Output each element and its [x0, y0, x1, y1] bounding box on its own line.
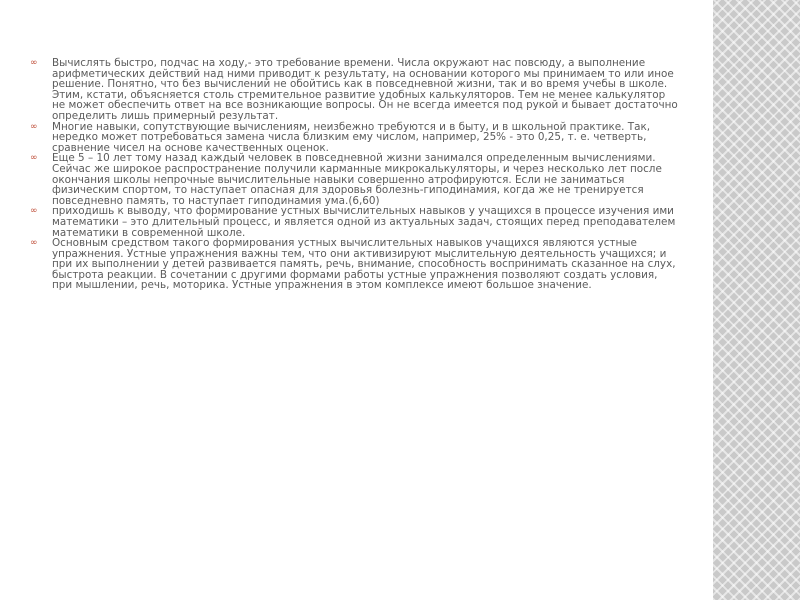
paragraph-text: Вычислять быстро, подчас на ходу,- это требование времени. Числа окружают нас повсюду, а выполнение арифметических действий над ними приводит к результату, на основании которого мы принимаем то или иное решение. Понятно, что без вычислений не обойтись как в повседневной жизни, так и во время учебы в школе. Этим, кстати, объясняется столь стремительное развитие удобных калькуляторов. Тем не менее калькулятор не может обеспечить ответ на все возникающие вопросы. Он не всегда имеется под рукой и бывает достаточно определить лишь примерный результат. [52, 57, 678, 122]
bullet-icon: ∞ [30, 238, 38, 249]
list-item [30, 153, 680, 206]
decorative-side-strip [713, 0, 800, 600]
list-item [30, 206, 680, 238]
list-item [30, 238, 680, 291]
bullet-list [30, 58, 680, 291]
bullet-icon: ∞ [30, 206, 38, 217]
paragraph-text: Основным средством такого формирования устных вычислительных навыков учащихся являются устные упражнения. Устные упражнения важны тем, что они активизируют мыслительную деятельность учащихся; и при их выполнении у детей развивается память, речь, внимание, способность воспринимать сказанное на слух, быстрота реакции. В сочетании с другими формами работы устные упражнения позволяют создать условия, при мышлении, речь, моторика. Устные упражнения в этом комплексе имеют большое значение. [52, 237, 676, 292]
list-item [30, 122, 680, 154]
paragraph-text: Многие навыки, сопутствующие вычислениям, неизбежно требуются и в быту, и в школьной практике. Так, нередко может потребоваться замена числа близким ему числом, например, 25% - это 0,25, т. е. четверть, сравнение чисел на основе качественных оценок. [52, 120, 651, 154]
bullet-icon: ∞ [30, 153, 38, 164]
list-item [30, 58, 680, 122]
bullet-icon: ∞ [30, 58, 38, 68]
paragraph-text: Еще 5 – 10 лет тому назад каждый человек в повседневной жизни занимался определенным вычислениями. Сейчас же широкое распространение получили карманные микрокалькуляторы, и через несколько лет после окончания школы непрочные вычислительные навыки совершенно атрофируются. Если не заниматься физическим спортом, то наступает опасная для здоровья болезнь-гиподинамия, когда же не тренируется повседневно память, то наступает гиподинамия ума.(6,60) [52, 152, 662, 207]
bullet-icon: ∞ [30, 121, 38, 132]
paragraph-text: приходишь к выводу, что формирование устных вычислительных навыков у учащихся в процессе изучения ими математики – это длительный процесс, и является одной из актуальных задач, стоящих перед преподавателем математики в современной школе. [52, 205, 676, 239]
